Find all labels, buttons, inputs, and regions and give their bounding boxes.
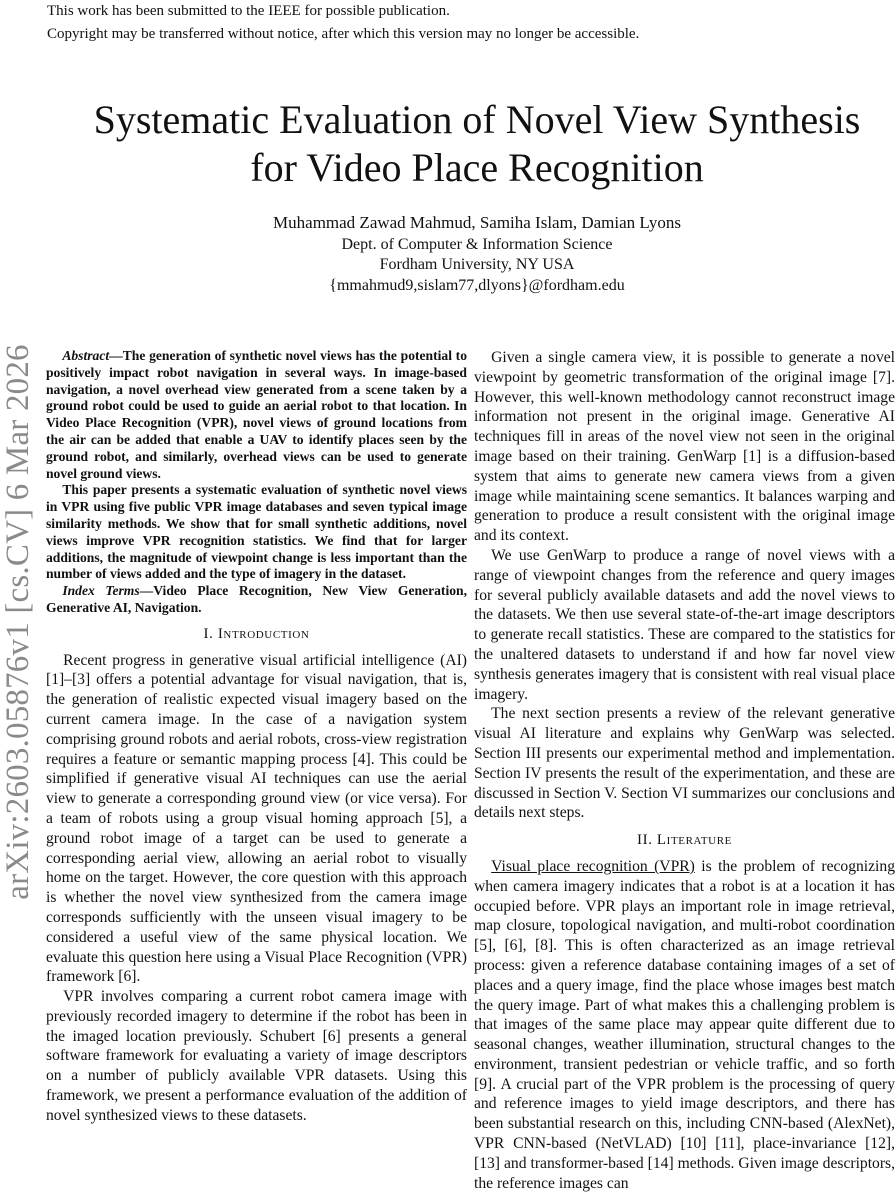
right-column (474, 348, 895, 1193)
index-terms (46, 583, 467, 617)
abstract (46, 348, 467, 617)
abstract-text-1: —The generation of synthetic novel views has the potential to positively impact robot navigation in several ways. In image-based navigation, a novel overhead view generated from a scene taken by a ground robot could be used to guide an aerial robot to that location. In Video Place Recognition (VPR), novel views of ground locations from the air can be added that enable a UAV to identify places seen by the ground robot, and similarly, overhead views can be used to generate novel ground views. (46, 348, 467, 481)
notice-line-2: Copyright may be transferred without notice, after which this version may no longer be accessible. (47, 26, 640, 42)
submission-notice (47, 0, 847, 46)
paper-title (47, 96, 896, 192)
literature-text-1: is the problem of recognizing when camera imagery indicates that a robot is at a location it has occupied before. VPR plays an important role in image retrieval, map closure, topological navigation, and multi-robot coordination [5], [6], [8]. This is often characterized as an image retrieval process: given a reference database containing images of a set of places and a query image, find the place whose images best match the query image. Part of what makes this a challenging problem is that images of the same place may appear quite different due to seasonal changes, weather illumination, structural changes to the environment, transient pedestrian or vehicle traffic, and so forth [9]. A crucial part of the VPR problem is the processing of query and reference images to yield image descriptors, and there has been substantial research on this, including CNN-based (AlexNet), VPR CNN-based (NetVLAD) [10] [11], place-invariance [12], [13] and transformer-based [14] methods. Given image descriptors, the reference images can (474, 857, 895, 1192)
author-block (47, 213, 896, 296)
vpr-term-link: Visual place recognition (VPR) (491, 857, 695, 875)
section-heading-introduction (46, 625, 467, 645)
title-line-1: Systematic Evaluation of Novel View Synthesis (93, 97, 861, 142)
intro-paragraph-5: The next section presents a review of the relevant generative visual AI literature and explains why GenWarp was selected. Section III presents our experimental method and implementation. Section IV presents the result of the experimentation, and these are discussed in Section V. Section VI summarizes our conclusions and details next steps. (474, 705, 895, 822)
left-column (46, 348, 467, 1126)
author-names: Muhammad Zawad Mahmud, Samiha Islam, Damian Lyons (273, 213, 681, 232)
abstract-paragraph-2: This paper presents a systematic evaluation of synthetic novel views in VPR using five public VPR image databases and seven typical image similarity methods. We show that for small synthetic additions, novel views improve VPR recognition statistics. We find that for larger additions, the magnitude of viewpoint change is less important than the number of views added and the type of imagery in the dataset. (46, 482, 467, 582)
intro-paragraph-4: We use GenWarp to produce a range of novel views with a range of viewpoint changes from the reference and query images for several publicly available datasets and add the novel views to the datasets. We then use several state-of-the-art image descriptors to generate recall statistics. These are compared to the statistics for the unaltered datasets to understand if and how far novel view synthesis generates imagery that is consistent with real visual place imagery. (474, 546, 895, 703)
section-1-numeral: I. (203, 625, 218, 642)
notice-line-1: This work has been submitted to the IEEE for possible publication. (47, 3, 450, 19)
intro-paragraph-3: Given a single camera view, it is possible to generate a novel viewpoint by geometric transformation of the original image [7]. However, this well-known methodology cannot reconstruct image information not present in the original image. Generative AI techniques fill in areas of the novel view not seen in the original image based on their training. GenWarp [1] is a diffusion-based system that aims to generate new camera views from a given image while maintaining scene semantics. It balances warping and generation to produce a result consistent with the original image and its context. (474, 349, 895, 545)
literature-paragraph-1 (474, 857, 895, 1194)
author-university: Fordham University, NY USA (379, 256, 575, 273)
title-line-2: for Video Place Recognition (250, 145, 704, 190)
index-terms-text: —Video Place Recognition, New View Generation, Generative AI, Navigation. (46, 583, 467, 615)
author-emails: {mmahmud9,sislam77,dlyons}@fordham.edu (329, 276, 625, 294)
index-terms-label: Index Terms (62, 583, 140, 599)
abstract-label: Abstract (62, 348, 110, 363)
intro-paragraph-2: VPR involves comparing a current robot camera image with previously recorded imagery to determine if the robot has been in the imaged location previously. Schubert [6] presents a general software framework for evaluating a variety of image descriptors on a number of publicly available VPR datasets. Using this framework, we present a performance evaluation of the addition of novel synthesized views to these datasets. (46, 988, 467, 1124)
arxiv-identifier: arXiv:2603.05876v1 [cs.CV] 6 Mar 2026 (0, 344, 36, 900)
section-heading-literature (474, 831, 895, 851)
section-2-name: Literature (656, 832, 732, 849)
section-2-numeral: II. (637, 832, 657, 849)
intro-paragraph-1: Recent progress in generative visual artificial intelligence (AI) [1]–[3] offers a potential advantage for visual navigation, that is, the generation of realistic expected visual imagery based on the current camera image. In the case of a navigation system comprising ground robots and aerial robots, cross-view registration requires a feature or semantic mapping process [4]. This could be simplified if generative visual AI techniques can use the aerial view to generate a corresponding ground view (or vice versa). For a team of robots using a group visual homing approach [5], a ground robot image of a target can be used to generate a corresponding aerial view, allowing an aerial robot to visually home on the target. However, the core question with this approach is whether the novel view synthesized from the camera image corresponds sufficiently with the unseen visual imagery to be considered a useful view of the same physical location. We evaluate this question here using a Visual Place Recognition (VPR) framework [6]. (46, 651, 467, 986)
section-1-name: Introduction (217, 625, 310, 642)
abstract-paragraph-1 (46, 348, 467, 482)
author-department: Dept. of Computer & Information Science (341, 235, 613, 253)
